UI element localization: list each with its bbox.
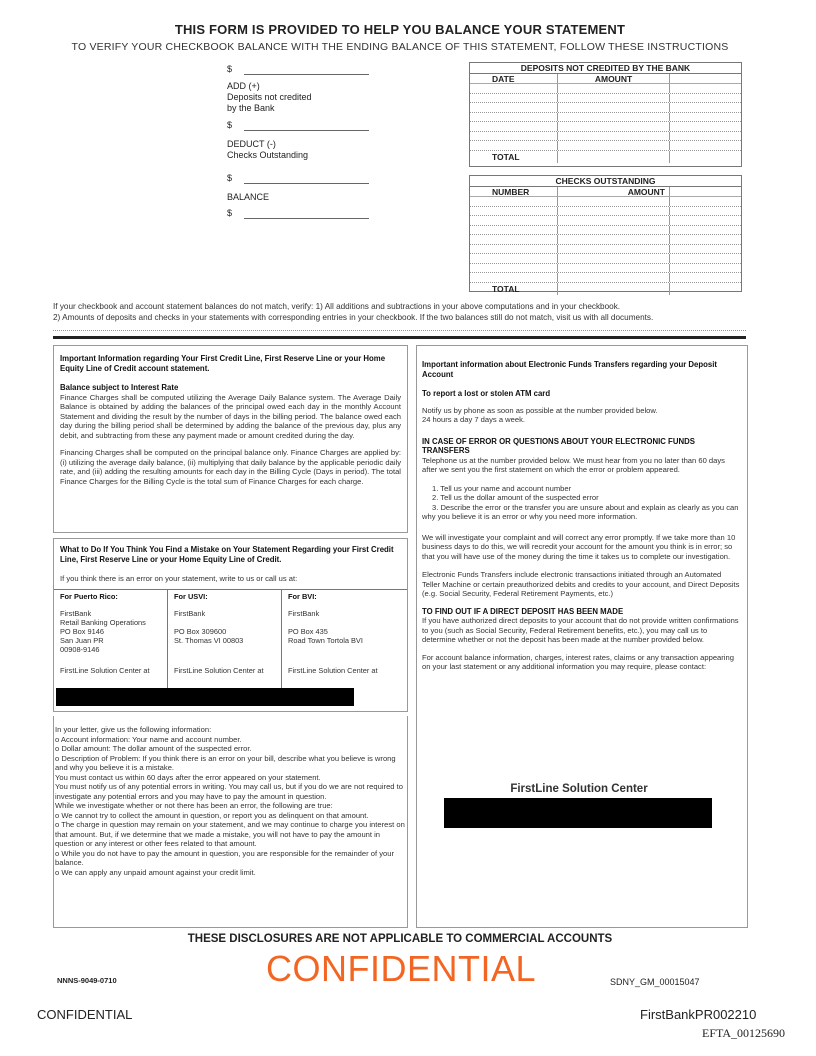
section-subheading: To report a lost or stolen ATM card <box>422 389 551 398</box>
paragraph: Finance Charges shall be computed utilizing the Average Daily Balance system. The Average Daily Balance is obtained by adding the balances of the principal owed each day in the monthly Account Statement and dividing the result by the number of days in the billing period. The balance owed each day during the billing period shall be determined by adding the balance of the previous day, plus any debit, and subtracting from these any payment made or amount credited during the day. <box>60 392 401 440</box>
address-bvi: For BVI: FirstBank PO Box 435 Road Town Tortola BVI FirstLine Solution Center at <box>288 591 378 675</box>
form-title: THIS FORM IS PROVIDED TO HELP YOU BALANCE YOUR STATEMENT <box>174 22 626 37</box>
form-subtitle: TO VERIFY YOUR CHECKBOOK BALANCE WITH THE ENDING BALANCE OF THIS STATEMENT, FOLLOW THESE INSTRUCTIONS <box>71 41 729 53</box>
add-description: Deposits not credited <box>227 92 312 102</box>
paragraph: Financing Charges shall be computed on the principal balance only. Finance Charges are applied by: (i) utilizing the average daily balance, (ii) multiplying that daily balance by the applicable periodic daily rate, and (iii) adding the resulting amounts for each day in the Billing Cycle (Days in period). The total Finance Charges for the Billing Cycle is the total sum of Finance Charges for each charge. <box>60 448 401 486</box>
address-puerto-rico: For Puerto Rico: FirstBank Retail Banking Operations PO Box 9146 San Juan PR 00908-9146 FirstLine Solution Center at <box>54 590 168 700</box>
divider <box>53 336 746 339</box>
column-header: AMOUNT <box>558 74 670 83</box>
table-row <box>470 245 741 255</box>
table-row <box>470 113 741 123</box>
divider <box>53 330 746 331</box>
checks-outstanding-table <box>469 175 742 292</box>
table-title: DEPOSITS NOT CREDITED BY THE BANK <box>470 63 741 74</box>
section-subheading: TO FIND OUT IF A DIRECT DEPOSIT HAS BEEN MADE <box>422 606 624 616</box>
deduct-description: Checks Outstanding <box>227 150 309 160</box>
efta-number: EFTA_00125690 <box>702 1026 786 1040</box>
add-description: by the Bank <box>227 103 275 113</box>
total-label: TOTAL <box>470 151 558 163</box>
table-row <box>470 94 741 104</box>
table-row <box>470 235 741 245</box>
table-row <box>470 254 741 264</box>
table-row <box>470 273 741 283</box>
address-table <box>54 589 407 700</box>
column-header: NUMBER <box>470 187 558 196</box>
table-row <box>470 197 741 207</box>
balance-calculation <box>227 62 377 219</box>
amount-line: $ <box>227 171 377 184</box>
confidential-label: CONFIDENTIAL <box>37 1007 133 1022</box>
table-row <box>470 122 741 132</box>
address-usvi: For USVI: FirstBank PO Box 309600 St. Thomas VI 00803 FirstLine Solution Center at <box>168 590 282 700</box>
section-subheading: IN CASE OF ERROR OR QUESTIONS ABOUT YOUR ELECTRONIC FUNDS TRANSFERS <box>422 436 695 455</box>
table-row <box>470 207 741 217</box>
column-header: DATE <box>470 74 558 83</box>
commercial-disclaimer: THESE DISCLOSURES ARE NOT APPLICABLE TO COMMERCIAL ACCOUNTS <box>187 933 613 945</box>
table-row <box>470 84 741 94</box>
deduct-label: DEDUCT (-) <box>227 139 276 149</box>
redaction-bar <box>56 688 354 706</box>
form-code: NNNS-9049-0710 <box>57 976 117 985</box>
table-title: CHECKS OUTSTANDING <box>470 176 741 187</box>
credit-line-info-box <box>53 345 408 533</box>
sdny-bates-number: SDNY_GM_00015047 <box>610 977 700 987</box>
section-subheading: Balance subject to Interest Rate <box>60 383 179 392</box>
firstline-solution-center-title: FirstLine Solution Center <box>510 783 648 795</box>
section-heading: What to Do If You Think You Find a Mistake on Your Statement Regarding your First Credit Line, First Reserve Line or your Home Equity Line of Credit. <box>60 545 394 564</box>
section-heading: Important Information regarding Your First Credit Line, First Reserve Line or your Home Equity Line of Credit account statement. <box>60 354 386 373</box>
amount-line: $ <box>227 62 377 75</box>
bates-number: FirstBankPR002210 <box>640 1007 757 1022</box>
table-row <box>470 132 741 142</box>
eft-info-box: Important information about Electronic Funds Transfers regarding your Deposit Account To report a lost or stolen ATM card Notify us by phone as soon as possible at the number provided below. 24 hours a day 7 days a week. IN CASE OF ERROR OR QUESTIONS ABOUT YOUR ELECTRONIC FUNDS TRANSFERS Telephone us at the number provided below. We must hear from you no later than 60 days after we sent you the first statement on which the error or problem appeared. 1. Tell us your name and account number 2. Tell us the dollar amount of the suspected error 3. Describe the error or the transfer you are unsure about and explain as clearly as you can why you believe it is an error or why you need more information. We will investigate your complaint and will correct any error promptly. If we take more than 10 business days to do this, we will recredit your account for the amount you think is in error; so that you will have use of the money during the time it takes us to complete our investigation. Electronic Funds Transfers include electronic transactions initiated through an Automated Teller Machine or certain preauthorized debits and credits to your account, and Direct Deposits (e.g. Social Security, Federal Retirement Payments, etc.) TO FIND OUT IF A DIRECT DEPOSIT HAS BEEN MADE If you have authorized direct deposits to your account that do not provide written confirmations to you (such as Social Security, Federal Retirement benefits, etc.), you may call us to determine whether or not the deposit has been made at the number provided below. For account balance information, charges, interest rates, claims or any transaction appearing on your last statement or any additional information you may require, please contact: <box>416 345 748 928</box>
letter-instructions: In your letter, give us the following information: o Account information: Your name and account number. o Dollar amount: The dollar amount of the suspected error. o Description of Problem: If you think there is an error on your bill, describe what you believe is wrong and why you believe it is a mistake. You must contact us within 60 days after the error appeared on your statement. You must notify us of any potential errors in writing. You may call us, but if you do we are not required to investigate any potential errors and you may have to pay the amount in question. While we investigate whether or not there has been an error, the following are true: o We cannot try to collect the amount in question, or report you as delinquent on that amount. o The charge in question may remain on your statement, and we may continue to charge you interest on that amount. But, if we determine that we made a mistake, you will not have to pay the amount in question or any interest or other fees related to that amount. o While you do not have to pay the amount in question, you are responsible for the remainder of your balance. o We can apply any unpaid amount against your credit limit. <box>53 716 408 928</box>
amount-line: $ <box>227 118 377 131</box>
table-row <box>470 141 741 151</box>
amount-line: $ <box>227 206 377 219</box>
table-row <box>470 264 741 274</box>
verify-instructions: If your checkbook and account statement balances do not match, verify: 1) All additions and subtractions in your above computations and in your checkbook. 2) Amounts of deposits and checks in your statements with corresponding entries in your checkbook. If the two balances still do not match, visit us with all documents. <box>53 302 654 322</box>
balance-label: BALANCE <box>227 192 270 202</box>
redaction-bar <box>444 798 712 828</box>
deposits-not-credited-table <box>469 62 742 167</box>
section-heading: Important information about Electronic Funds Transfers regarding your Deposit Account <box>422 360 718 379</box>
total-label: TOTAL <box>470 283 558 295</box>
table-row <box>470 103 741 113</box>
mistake-info-box <box>53 538 408 712</box>
column-header: AMOUNT <box>558 187 670 196</box>
table-row <box>470 226 741 236</box>
table-row <box>470 216 741 226</box>
confidential-stamp: CONFIDENTIAL <box>266 948 537 989</box>
paragraph: If you think there is an error on your statement, write to us or call us at: <box>60 574 298 583</box>
add-label: ADD (+) <box>227 81 260 91</box>
